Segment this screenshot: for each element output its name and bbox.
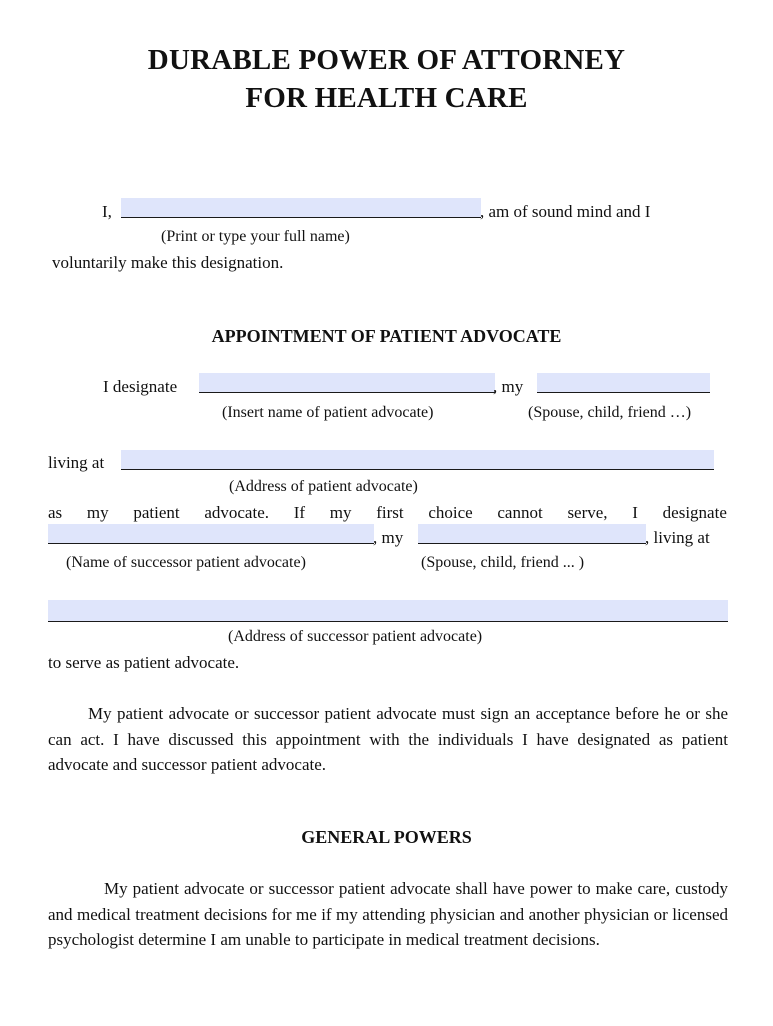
general-powers-paragraph: My patient advocate or successor patient advocate shall have power to make care, custody and medical treatment decisions for me if my attending physician and another physician or licensed psychologist determine I am unable to participate in medical treatment decisions. (48, 879, 728, 949)
relation-label: , my (493, 377, 524, 396)
living-at-label: living at (48, 453, 105, 472)
full-name-caption: (Print or type your full name) (161, 228, 350, 245)
appointment-heading: APPOINTMENT OF PATIENT ADVOCATE (211, 326, 562, 346)
document-title-line-2: FOR HEALTH CARE (245, 82, 528, 114)
patient-advocate-name-caption: (Insert name of patient advocate) (222, 404, 434, 421)
declaration-prefix: I, (102, 202, 112, 221)
declaration-continuation: voluntarily make this designation. (52, 253, 284, 272)
declaration-suffix: , am of sound mind and I (480, 202, 651, 221)
patient-advocate-relation-field[interactable] (537, 373, 710, 393)
general-powers-heading: GENERAL POWERS (301, 827, 472, 847)
successor-advocate-relation-caption: (Spouse, child, friend ... ) (421, 554, 585, 571)
successor-living-at-label: , living at (645, 528, 710, 547)
designate-label: I designate (103, 377, 178, 396)
full-name-field[interactable] (121, 198, 481, 218)
successor-advocate-address-field[interactable] (48, 600, 728, 622)
successor-advocate-address-caption: (Address of successor patient advocate) (228, 628, 483, 645)
successor-sentence: as my patient advocate. If my first choice cannot serve, I designate (48, 503, 727, 522)
successor-advocate-name-caption: (Name of successor patient advocate) (66, 554, 306, 571)
patient-advocate-address-caption: (Address of patient advocate) (229, 478, 418, 495)
patient-advocate-address-field[interactable] (121, 450, 714, 470)
patient-advocate-name-field[interactable] (199, 373, 495, 393)
patient-advocate-relation-caption: (Spouse, child, friend …) (528, 404, 692, 421)
acceptance-paragraph: My patient advocate or successor patient advocate must sign an acceptance before he or she can act. I have discussed this appointment with the individuals I have designated as patient advocate and successor patient advocate. (48, 704, 728, 774)
successor-advocate-relation-field[interactable] (418, 524, 646, 544)
successor-advocate-name-field[interactable] (48, 524, 374, 544)
successor-relation-label: , my (373, 528, 404, 547)
document-title-line-1: DURABLE POWER OF ATTORNEY (147, 44, 626, 76)
serve-text: to serve as patient advocate. (48, 653, 240, 672)
